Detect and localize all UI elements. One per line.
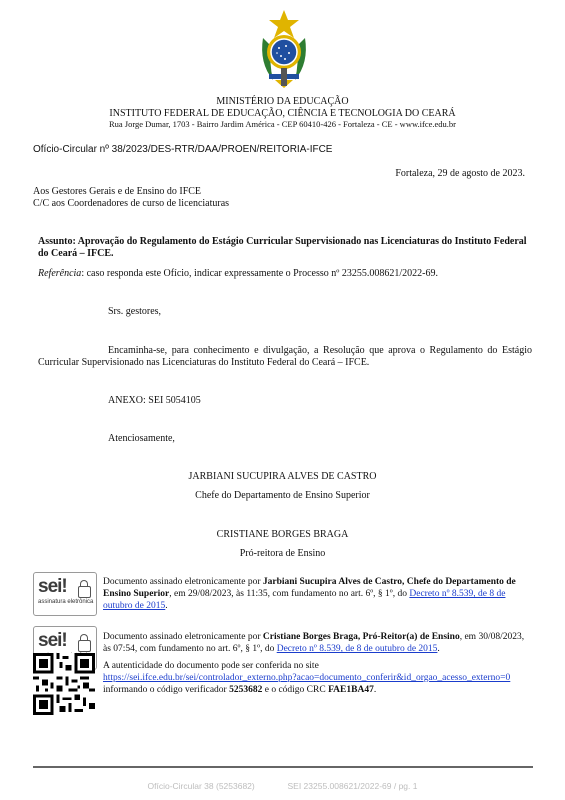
body-paragraph: Encaminha-se, para conhecimento e divulgação, a Resolução que aprova o Regulamento do Estágio Curricular Supervisionado nas Licenciaturas do Instituto Federal do Ceará – IFCE. xyxy=(38,345,532,368)
signature-statement xyxy=(103,576,533,612)
sei-signature-seal xyxy=(33,572,97,616)
recipient-line: Aos Gestores Gerais e de Ensino do IFCE xyxy=(33,186,202,197)
signature-prefix: Documento assinado eletronicamente por xyxy=(103,577,263,587)
reference-label: Referência xyxy=(38,268,82,279)
signer-name: JARBIANI SUCUPIRA ALVES DE CASTRO xyxy=(188,471,377,482)
verifier-code: 5253682 xyxy=(229,685,263,695)
page-footer xyxy=(0,781,565,791)
qr-code-icon xyxy=(33,653,95,715)
lock-icon xyxy=(78,640,91,652)
verification-mid: informando o código verificador xyxy=(103,685,230,695)
signature-signer: Cristiane Borges Braga, Pró-Reitor(a) de Ensino xyxy=(262,632,460,642)
institute-heading: INSTITUTO FEDERAL DE EDUCAÇÃO, CIÊNCIA E TECNOLOGIA DO CEARÁ xyxy=(109,108,456,119)
document-date: Fortaleza, 29 de agosto de 2023. xyxy=(395,168,525,179)
crc-code: FAE1BA47 xyxy=(328,685,374,695)
signature-end: . xyxy=(437,644,440,654)
ministry-heading: MINISTÉRIO DA EDUCAÇÃO xyxy=(216,96,349,107)
footer-divider xyxy=(33,766,533,768)
footer-process-page: SEI 23255.008621/2022-69 / pg. 1 xyxy=(287,781,418,791)
signature-statement xyxy=(103,631,533,655)
greeting: Srs. gestores, xyxy=(108,306,162,317)
signature-end: . xyxy=(165,601,168,611)
reference-text: : caso responda este Ofício, indicar expressamente o Processo nº 23255.008621/2022-69. xyxy=(81,268,438,279)
footer-doc-id: Ofício-Circular 38 (5253682) xyxy=(147,781,255,791)
signer-name: CRISTIANE BORGES BRAGA xyxy=(216,529,349,540)
signature-signer: Jarbiani Sucupira Alves de Castro, Chefe do Departamento de Ensino Superior xyxy=(103,577,516,599)
subject: Assunto: Aprovação do Regulamento do Estágio Curricular Supervisionado nas Licenciaturas do Instituto Federal do Ceará – IFCE. xyxy=(38,236,527,259)
verification-end: . xyxy=(373,685,377,695)
sei-seal-caption: assinatura eletrônica xyxy=(38,599,94,605)
sei-logo: sei! xyxy=(38,630,67,651)
decree-link[interactable]: Decreto nº 8.539, de 8 de outubro de 2015 xyxy=(103,589,506,611)
verification-intro: A autenticidade do documento pode ser conferida no site xyxy=(103,661,319,671)
coat-of-arms-icon xyxy=(259,8,309,96)
signer-role: Pró-reitora de Ensino xyxy=(239,548,326,559)
annex-line: ANEXO: SEI 5054105 xyxy=(108,395,201,406)
sei-logo: sei! xyxy=(38,576,67,597)
decree-link[interactable]: Decreto nº 8.539, de 8 de outubro de 2015 xyxy=(276,644,438,654)
signature-details: , em 29/08/2023, às 11:35, com fundamento no art. 6º, § 1º, do xyxy=(169,589,410,599)
signer-role: Chefe do Departamento de Ensino Superior xyxy=(195,490,370,501)
verification-statement xyxy=(103,660,533,696)
signature-prefix: Documento assinado eletronicamente por xyxy=(103,632,263,642)
verification-url-link[interactable]: https://sei.ifce.edu.br/sei/controlador_externo.php?acao=documento_conferir&id_orgao_acesso_externo=0 xyxy=(103,673,511,683)
address-line: Rua Jorge Dumar, 1703 - Bairro Jardim América - CEP 60410-426 - Fortaleza - CE - www.ifce.edu.br xyxy=(108,119,457,129)
document-number: Ofício-Circular nº 38/2023/DES-RTR/DAA/PROEN/REITORIA-IFCE xyxy=(33,144,333,155)
cc-line: C/C aos Coordenadores de curso de licenciaturas xyxy=(33,198,230,209)
reference xyxy=(38,268,532,280)
lock-icon xyxy=(78,586,91,598)
verification-mid2: e o código CRC xyxy=(262,685,329,695)
closing: Atenciosamente, xyxy=(108,433,175,444)
signature-details: , em 30/08/2023, às 07:54, com fundamento no art. 6º, § 1º, do xyxy=(103,632,525,654)
